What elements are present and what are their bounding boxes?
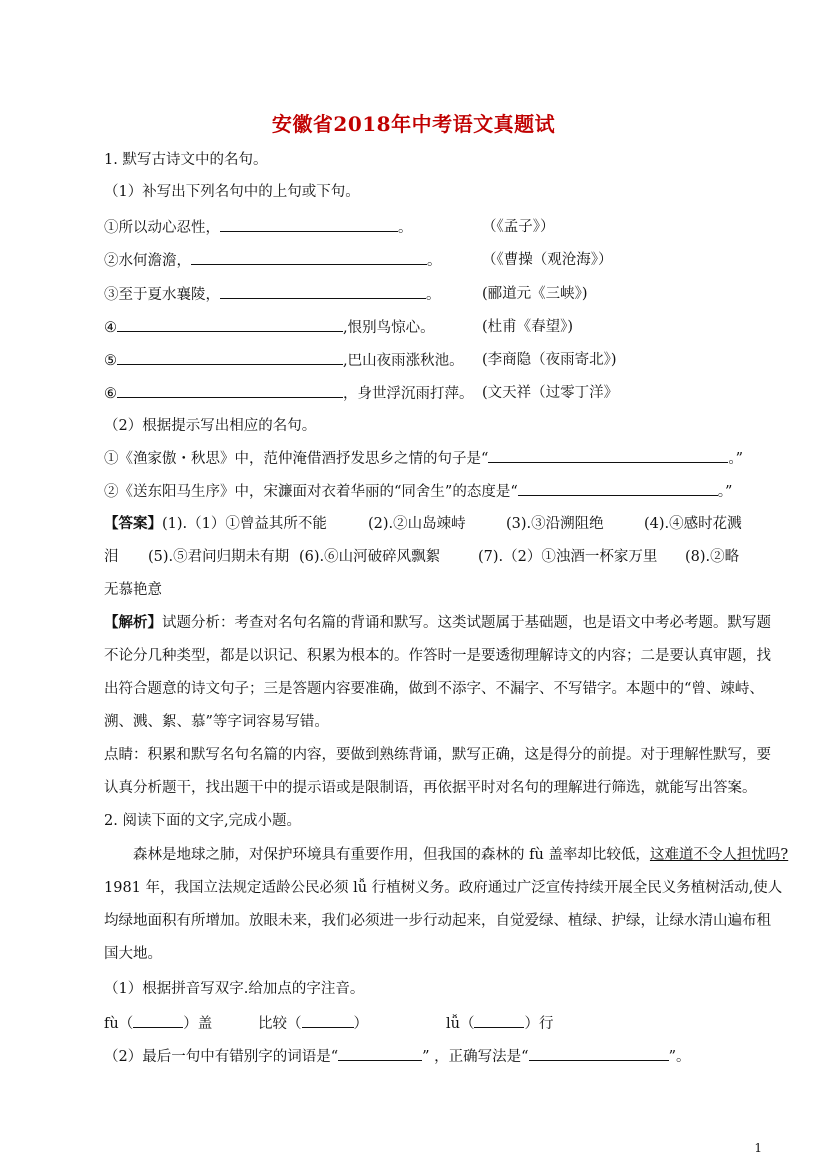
- q1-item-2-source: （《曹操（观沧海》）: [482, 252, 613, 268]
- q1-item-4-source: (杜甫《春望》): [482, 319, 574, 335]
- answer-item: (4).④感时花溅: [644, 516, 742, 532]
- item-prefix: ⑤: [104, 353, 117, 369]
- fill-prefix: fù（: [104, 1016, 134, 1032]
- q2-fill-3: [446, 1013, 553, 1034]
- answer-item: 无慕艳意: [104, 582, 162, 598]
- answer-blank[interactable]: [191, 250, 427, 265]
- answer-blank[interactable]: [302, 1013, 354, 1028]
- analysis-line: [104, 613, 771, 633]
- q1-item-5: [104, 350, 464, 371]
- q1-item-6-source: (文天祥（过零丁洋》: [482, 385, 619, 401]
- item-suffix: ，身世浮沉雨打萍。: [343, 386, 474, 402]
- q1-item-3-source: (郦道元《三峡》): [482, 286, 588, 302]
- item-suffix: 。: [426, 287, 441, 303]
- answer-blank[interactable]: [518, 481, 718, 496]
- q1-item-6: [104, 383, 474, 404]
- answer-item: (2).②山岛竦峙: [368, 516, 466, 532]
- item-prefix: ⑥: [104, 386, 117, 402]
- q2-fill-2: [258, 1013, 368, 1034]
- q1-item-2: [104, 250, 442, 271]
- q2-passage-line: 国大地。: [104, 946, 162, 962]
- fill-suffix: ）盖: [183, 1016, 213, 1032]
- q2-fill-1: [104, 1013, 212, 1034]
- q2-sub2: [104, 1046, 691, 1067]
- fill-prefix: lǚ（: [446, 1016, 475, 1032]
- fill-suffix: ）: [353, 1016, 368, 1032]
- answer-label: 【答案】: [104, 515, 162, 532]
- item-prefix: ①所以动心忍性，: [104, 220, 220, 236]
- analysis-line: 出符合题意的诗文句子；三是答题内容要准确，做到不添字、不漏字、不写错字。本题中的“曾、竦峙、: [104, 681, 764, 697]
- sub2-middle: ” ，正确写法是“: [422, 1049, 529, 1065]
- passage-text: 森林是地球之肺，对保护环境具有重要作用，但我国的森林的 fù 盖率却比较低，: [133, 847, 650, 863]
- answer-item: 泪: [104, 549, 119, 565]
- item-prefix: ①《渔家傲・秋思》中，范仲淹借酒抒发思乡之情的句子是“: [104, 451, 489, 467]
- q1-part2-item-2: [104, 481, 732, 502]
- answer-item: (3).③沿溯阻绝: [506, 516, 604, 532]
- sub2-suffix: ”。: [668, 1049, 691, 1065]
- answer-blank[interactable]: [117, 317, 343, 332]
- analysis-text: 试题分析：考查对名句名篇的背诵和默写。这类试题属于基础题，也是语文中考必考题。默写题: [162, 615, 771, 631]
- answer-item: (6).⑥山河破碎风飘絮: [299, 549, 441, 565]
- answer-blank[interactable]: [488, 448, 728, 463]
- item-suffix: 。: [398, 220, 413, 236]
- item-suffix: 。”: [717, 484, 733, 500]
- answer-item: (7).（2）①浊酒一杯家万里: [478, 549, 658, 565]
- passage-underlined-sentence: 这难道不令人担忧吗?: [649, 847, 789, 863]
- q1-item-1: [104, 217, 413, 238]
- q1-part1: （1）补写出下列名句中的上句或下句。: [104, 184, 360, 200]
- item-prefix: ②水何澹澹，: [104, 253, 191, 269]
- q2-passage-line: 1981 年，我国立法规定适龄公民必须 lǚ 行植树义务。政府通过广泛宣传持续开展全民义务植树活动,使人: [104, 880, 783, 896]
- q1-part2-item-1: [104, 448, 743, 469]
- item-prefix: ④: [104, 320, 117, 336]
- answer-blank[interactable]: [338, 1046, 422, 1061]
- q1-item-1-source: （《孟子》）: [482, 219, 555, 235]
- fill-prefix: 比较（: [258, 1016, 302, 1032]
- answer-blank[interactable]: [117, 383, 343, 398]
- q1-part2: （2）根据提示写出相应的名句。: [104, 418, 317, 434]
- analysis-line: 不论分几种类型，都是以识记、积累为根本的。作答时一是要透彻理解诗文的内容；二是要认真审题，找: [104, 648, 771, 664]
- analysis-label: 【解析】: [104, 614, 162, 631]
- page-title: 安徽省2018年中考语文真题试: [271, 112, 556, 136]
- q1-item-5-source: (李商隐（夜雨寄北》): [482, 352, 617, 368]
- comment-line: 认真分析题干，找出题干中的提示语或是限制语，再依据平时对名句的理解进行筛选，就能写出答案。: [104, 780, 757, 796]
- q1-item-3: [104, 284, 441, 305]
- answer-blank[interactable]: [133, 1013, 183, 1028]
- q2-passage-line: [133, 845, 788, 865]
- item-suffix: 。”: [728, 451, 744, 467]
- answer-item: (5).⑤君问归期未有期: [148, 549, 290, 565]
- item-suffix: 。: [427, 253, 442, 269]
- q1-item-4: [104, 317, 435, 338]
- answer-blank[interactable]: [474, 1013, 524, 1028]
- analysis-line: 溯、溅、絮、慕”等字词容易写错。: [104, 714, 329, 730]
- answer-blank[interactable]: [220, 284, 426, 299]
- page-number: 1: [754, 1141, 762, 1155]
- answer-item: (1).（1）①曾益其所不能: [162, 516, 327, 532]
- answer-blank[interactable]: [117, 350, 343, 365]
- q2-stem: 2. 阅读下面的文字,完成小题。: [104, 813, 302, 829]
- q1-stem: 1. 默写古诗文中的名句。: [104, 152, 268, 168]
- item-prefix: ③至于夏水襄陵，: [104, 287, 220, 303]
- comment-line: 点睛：积累和默写名句名篇的内容，要做到熟练背诵，默写正确，这是得分的前提。对于理解性默写，要: [104, 747, 771, 763]
- sub2-prefix: （2）最后一句中有错别字的词语是“: [104, 1049, 339, 1065]
- item-prefix: ②《送东阳马生序》中，宋濂面对衣着华丽的“同舍生”的态度是“: [104, 484, 518, 500]
- item-suffix: ,恨别鸟惊心。: [343, 320, 435, 336]
- item-suffix: ,巴山夜雨涨秋池。: [343, 353, 464, 369]
- q2-sub1: （1）根据拼音写双字.给加点的字注音。: [104, 981, 365, 997]
- answer-blank[interactable]: [220, 217, 398, 232]
- answer-item: (8).②略: [685, 549, 740, 565]
- answer-blank[interactable]: [529, 1046, 669, 1061]
- fill-suffix: ）行: [524, 1016, 554, 1032]
- q2-passage-line: 均绿地面积有所增加。放眼未来，我们必须进一步行动起来，自觉爱绿、植绿、护绿，让绿水清山遍布租: [104, 913, 771, 929]
